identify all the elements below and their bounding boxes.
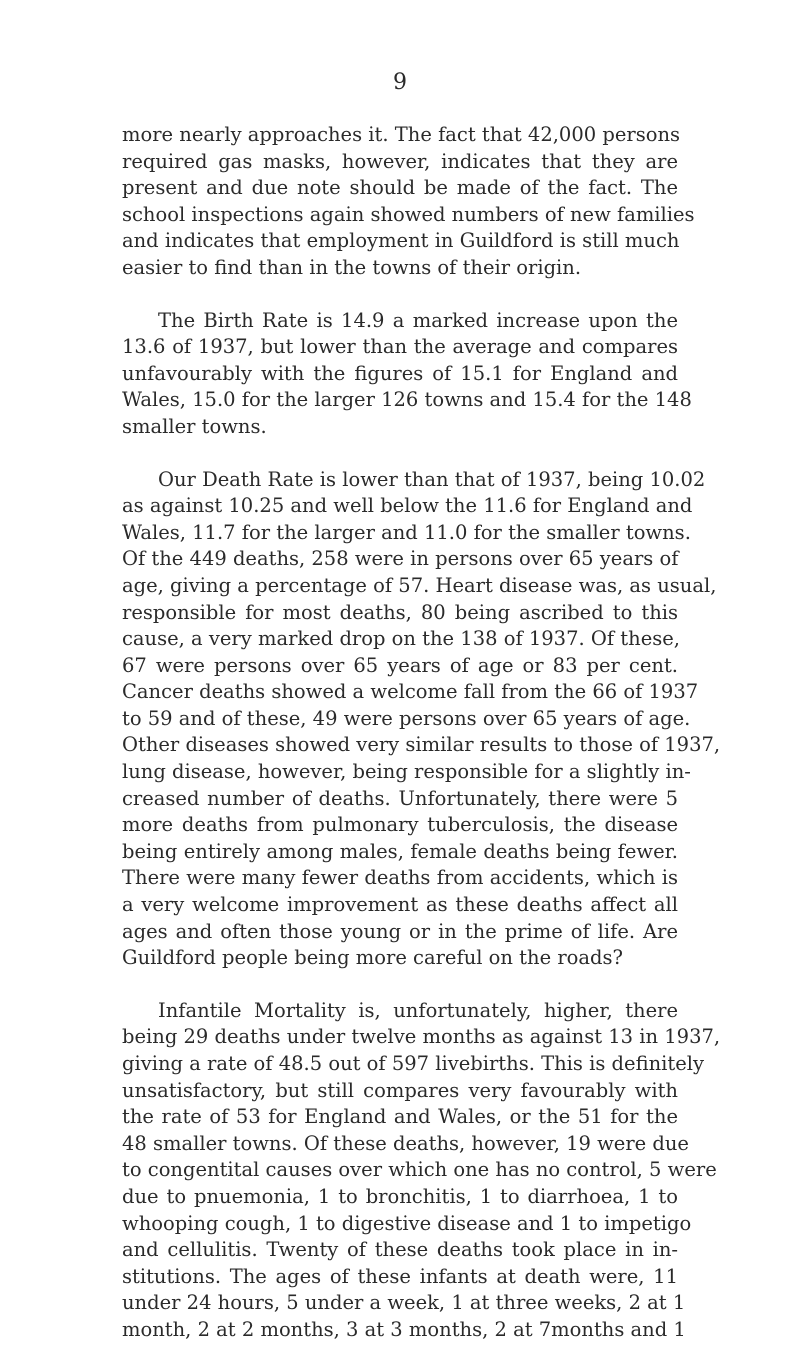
body-text [122, 122, 721, 1370]
text-line: Guildford people being more careful on the roads? [122, 946, 623, 970]
text-line: cause, a very marked drop on the 138 of 1937. Of these, [122, 627, 680, 651]
text-line: Infantile Mortality is, unfortunately, higher, there [158, 998, 678, 1022]
text-line: The Birth Rate is 14.9 a marked increase upon the [158, 308, 678, 332]
text-line: Cancer deaths showed a welcome fall from the 66 of 1937 [122, 680, 699, 704]
text-line: Wales, 11.7 for the larger and 11.0 for the smaller towns. [122, 520, 691, 544]
text-line: unfavourably with the figures of 15.1 for England and [122, 361, 678, 385]
text-line: smaller towns. [122, 414, 267, 438]
text-line: more nearly approaches it. The fact that 42,000 persons [122, 123, 681, 146]
text-line: creased number of deaths. Unfortunately, there were 5 [122, 786, 678, 810]
text-line: and indicates that employment in Guildford is still much [122, 229, 680, 253]
paragraph [122, 467, 721, 972]
text-line: ages and often those young or in the prime of life. Are [122, 919, 678, 943]
text-line: month, 2 at 2 months, 3 at 3 months, 2 at 7months and 1 [122, 1317, 686, 1341]
text-line: Other diseases showed very similar results to those of 1937, [122, 733, 721, 757]
text-line: easier to find than in the towns of their origin. [122, 255, 582, 279]
text-line: due to pnuemonia, 1 to bronchitis, 1 to diarrhoea, 1 to [122, 1184, 678, 1208]
text-line: as against 10.25 and well below the 11.6 for England and [122, 494, 693, 518]
text-line: responsible for most deaths, 80 being ascribed to this [122, 600, 678, 624]
text-line: school inspections again showed numbers of new families [122, 202, 695, 226]
text-line: lung disease, however, being responsible for a slightly in- [122, 760, 691, 784]
text-line: stitutions. The ages of these infants at death were, 11 [122, 1264, 678, 1288]
text-line: 48 smaller towns. Of these deaths, however, 19 were due [122, 1131, 689, 1155]
text-line: giving a rate of 48.5 out of 597 livebirths. This is definitely [122, 1052, 705, 1075]
text-line: the rate of 53 for England and Wales, or the 51 for the [122, 1105, 678, 1129]
paragraph [122, 308, 692, 441]
text-line: 13.6 of 1937, but lower than the average and compares [122, 335, 678, 359]
text-line: a very welcome improvement as these deaths affect all [122, 893, 678, 917]
text-line: to 59 and of these, 49 were persons over 65 years of age. [122, 706, 691, 730]
text-line: more deaths from pulmonary tuberculosis, the disease [122, 813, 678, 837]
text-line: whooping cough, 1 to digestive disease and 1 to impetigo [122, 1211, 692, 1235]
text-line: required gas masks, however, indicates that they are [122, 149, 678, 173]
text-line: Of the 449 deaths, 258 were in persons over 65 years of [122, 547, 679, 571]
text-line: unsatisfactory, but still compares very favourably with [122, 1078, 678, 1102]
paragraph [122, 998, 721, 1344]
text-line: Wales, 15.0 for the larger 126 towns and 15.4 for the 148 [122, 388, 692, 412]
page-number: 9 [393, 70, 407, 95]
text-line: There were many fewer deaths from accidents, which is [122, 866, 678, 890]
paragraph [122, 122, 695, 282]
text-line: to congentital causes over which one has no control, 5 were [122, 1158, 717, 1182]
text-line: 67 were persons over 65 years of age or 83 per cent. [122, 653, 678, 677]
text-line: being entirely among males, female deaths being fewer. [122, 839, 678, 863]
text-line: and cellulitis. Twenty of these deaths took place in in- [122, 1238, 678, 1262]
text-line: under 24 hours, 5 under a week, 1 at three weeks, 2 at 1 [122, 1291, 686, 1315]
text-line: being 29 deaths under twelve months as against 13 in 1937, [122, 1025, 721, 1049]
text-line: Our Death Rate is lower than that of 1937, being 10.02 [158, 467, 706, 491]
text-line: present and due note should be made of the fact. The [122, 176, 678, 200]
text-line: age, giving a percentage of 57. Heart disease was, as usual, [122, 573, 717, 597]
